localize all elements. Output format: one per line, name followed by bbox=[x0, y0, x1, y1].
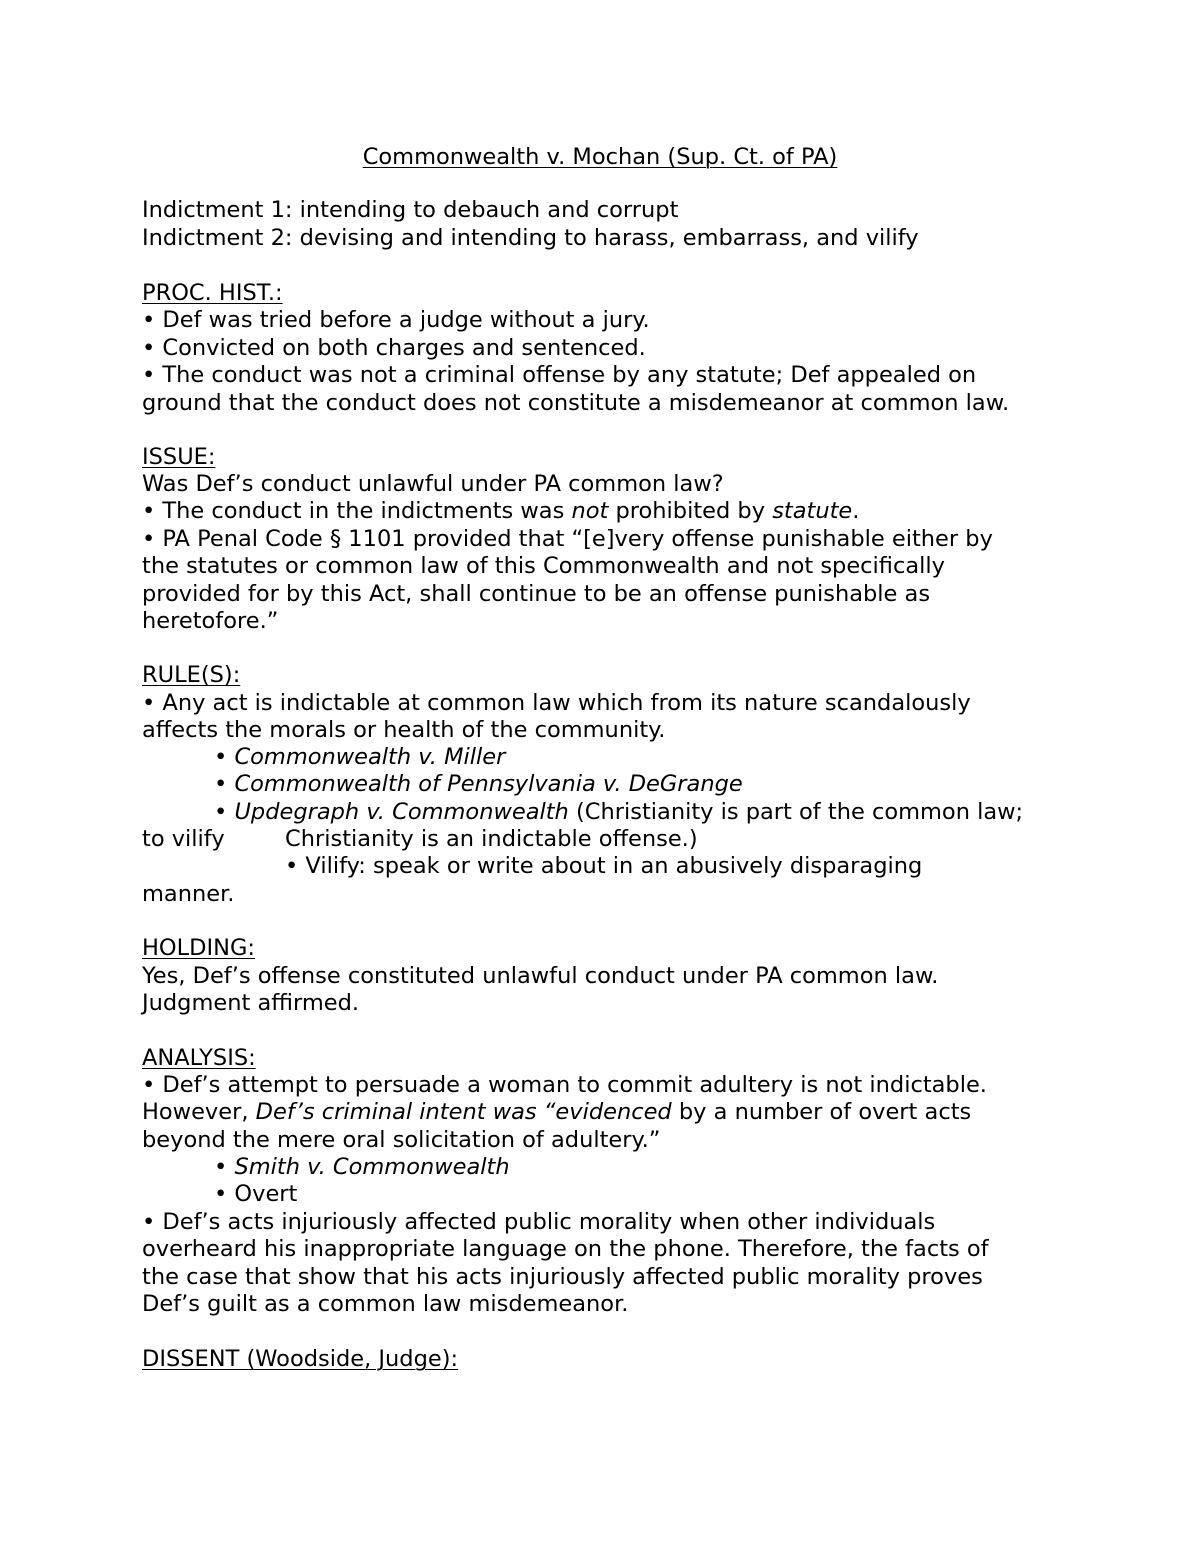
analysis-line: beyond the mere oral solicitation of adultery.” bbox=[142, 1127, 661, 1153]
issue-penal-code-line: • PA Penal Code § 1101 provided that “[e]very offense punishable either by bbox=[142, 526, 993, 552]
rules-heading: RULE(S): bbox=[142, 662, 241, 688]
rules-vilify-definition: • Vilify: speak or write about in an abusively disparaging bbox=[285, 853, 923, 879]
analysis-heading: ANALYSIS: bbox=[142, 1045, 256, 1071]
rules-line: • Any act is indictable at common law which from its nature scandalously bbox=[142, 690, 971, 716]
analysis-para2-line: Def’s guilt as a common law misdemeanor. bbox=[142, 1291, 629, 1317]
analysis-para2-line: the case that show that his acts injuriously affected public morality proves bbox=[142, 1264, 983, 1290]
analysis-line: • Def’s attempt to persuade a woman to commit adultery is not indictable. bbox=[142, 1072, 987, 1098]
issue-heading: ISSUE: bbox=[142, 444, 216, 470]
proc-hist-line: ground that the conduct does not constitute a misdemeanor at common law. bbox=[142, 390, 1010, 416]
indictment-2: Indictment 2: devising and intending to harass, embarrass, and vilify bbox=[142, 225, 919, 251]
rules-vilify-wrap: manner. bbox=[142, 881, 235, 907]
rules-case-miller: • Commonwealth v. Miller bbox=[214, 744, 506, 770]
dissent-heading: DISSENT (Woodside, Judge): bbox=[142, 1346, 459, 1372]
issue-penal-code-line: provided for by this Act, shall continue to be an offense punishable as bbox=[142, 581, 931, 607]
proc-hist-line: • The conduct was not a criminal offense by any statute; Def appealed on bbox=[142, 362, 977, 388]
analysis-para2-line: overheard his inappropriate language on the phone. Therefore, the facts of bbox=[142, 1236, 989, 1262]
proc-hist-line: • Def was tried before a judge without a jury. bbox=[142, 307, 650, 333]
issue-penal-code-line: the statutes or common law of this Commonwealth and not specifically bbox=[142, 553, 945, 579]
proc-hist-line: • Convicted on both charges and sentenced. bbox=[142, 335, 646, 361]
case-title: Commonwealth v. Mochan (Sup. Ct. of PA) bbox=[362, 144, 838, 170]
analysis-overt: • Overt bbox=[214, 1181, 298, 1207]
rules-wrap-right: Christianity is an indictable offense.) bbox=[285, 826, 698, 852]
proc-hist-heading: PROC. HIST.: bbox=[142, 280, 283, 306]
holding-line: Yes, Def’s offense constituted unlawful conduct under PA common law. bbox=[142, 963, 939, 989]
rules-line: affects the morals or health of the community. bbox=[142, 717, 666, 743]
rules-case-updegraph: • Updegraph v. Commonwealth (Christianity is part of the common law; bbox=[214, 799, 1024, 825]
rules-wrap-left: to vilify bbox=[142, 826, 225, 852]
holding-heading: HOLDING: bbox=[142, 935, 255, 961]
issue-penal-code-line: heretofore.” bbox=[142, 608, 279, 634]
analysis-para2-line: • Def’s acts injuriously affected public morality when other individuals bbox=[142, 1209, 936, 1235]
issue-bullet-statute: • The conduct in the indictments was not prohibited by statute. bbox=[142, 498, 860, 524]
analysis-case-smith: • Smith v. Commonwealth bbox=[214, 1154, 510, 1180]
analysis-line: However, Def’s criminal intent was “evidenced by a number of overt acts bbox=[142, 1099, 972, 1125]
holding-line: Judgment affirmed. bbox=[142, 990, 360, 1016]
rules-case-degrange: • Commonwealth of Pennsylvania v. DeGrange bbox=[214, 771, 743, 797]
indictment-1: Indictment 1: intending to debauch and corrupt bbox=[142, 197, 679, 223]
issue-question: Was Def’s conduct unlawful under PA common law? bbox=[142, 471, 724, 497]
